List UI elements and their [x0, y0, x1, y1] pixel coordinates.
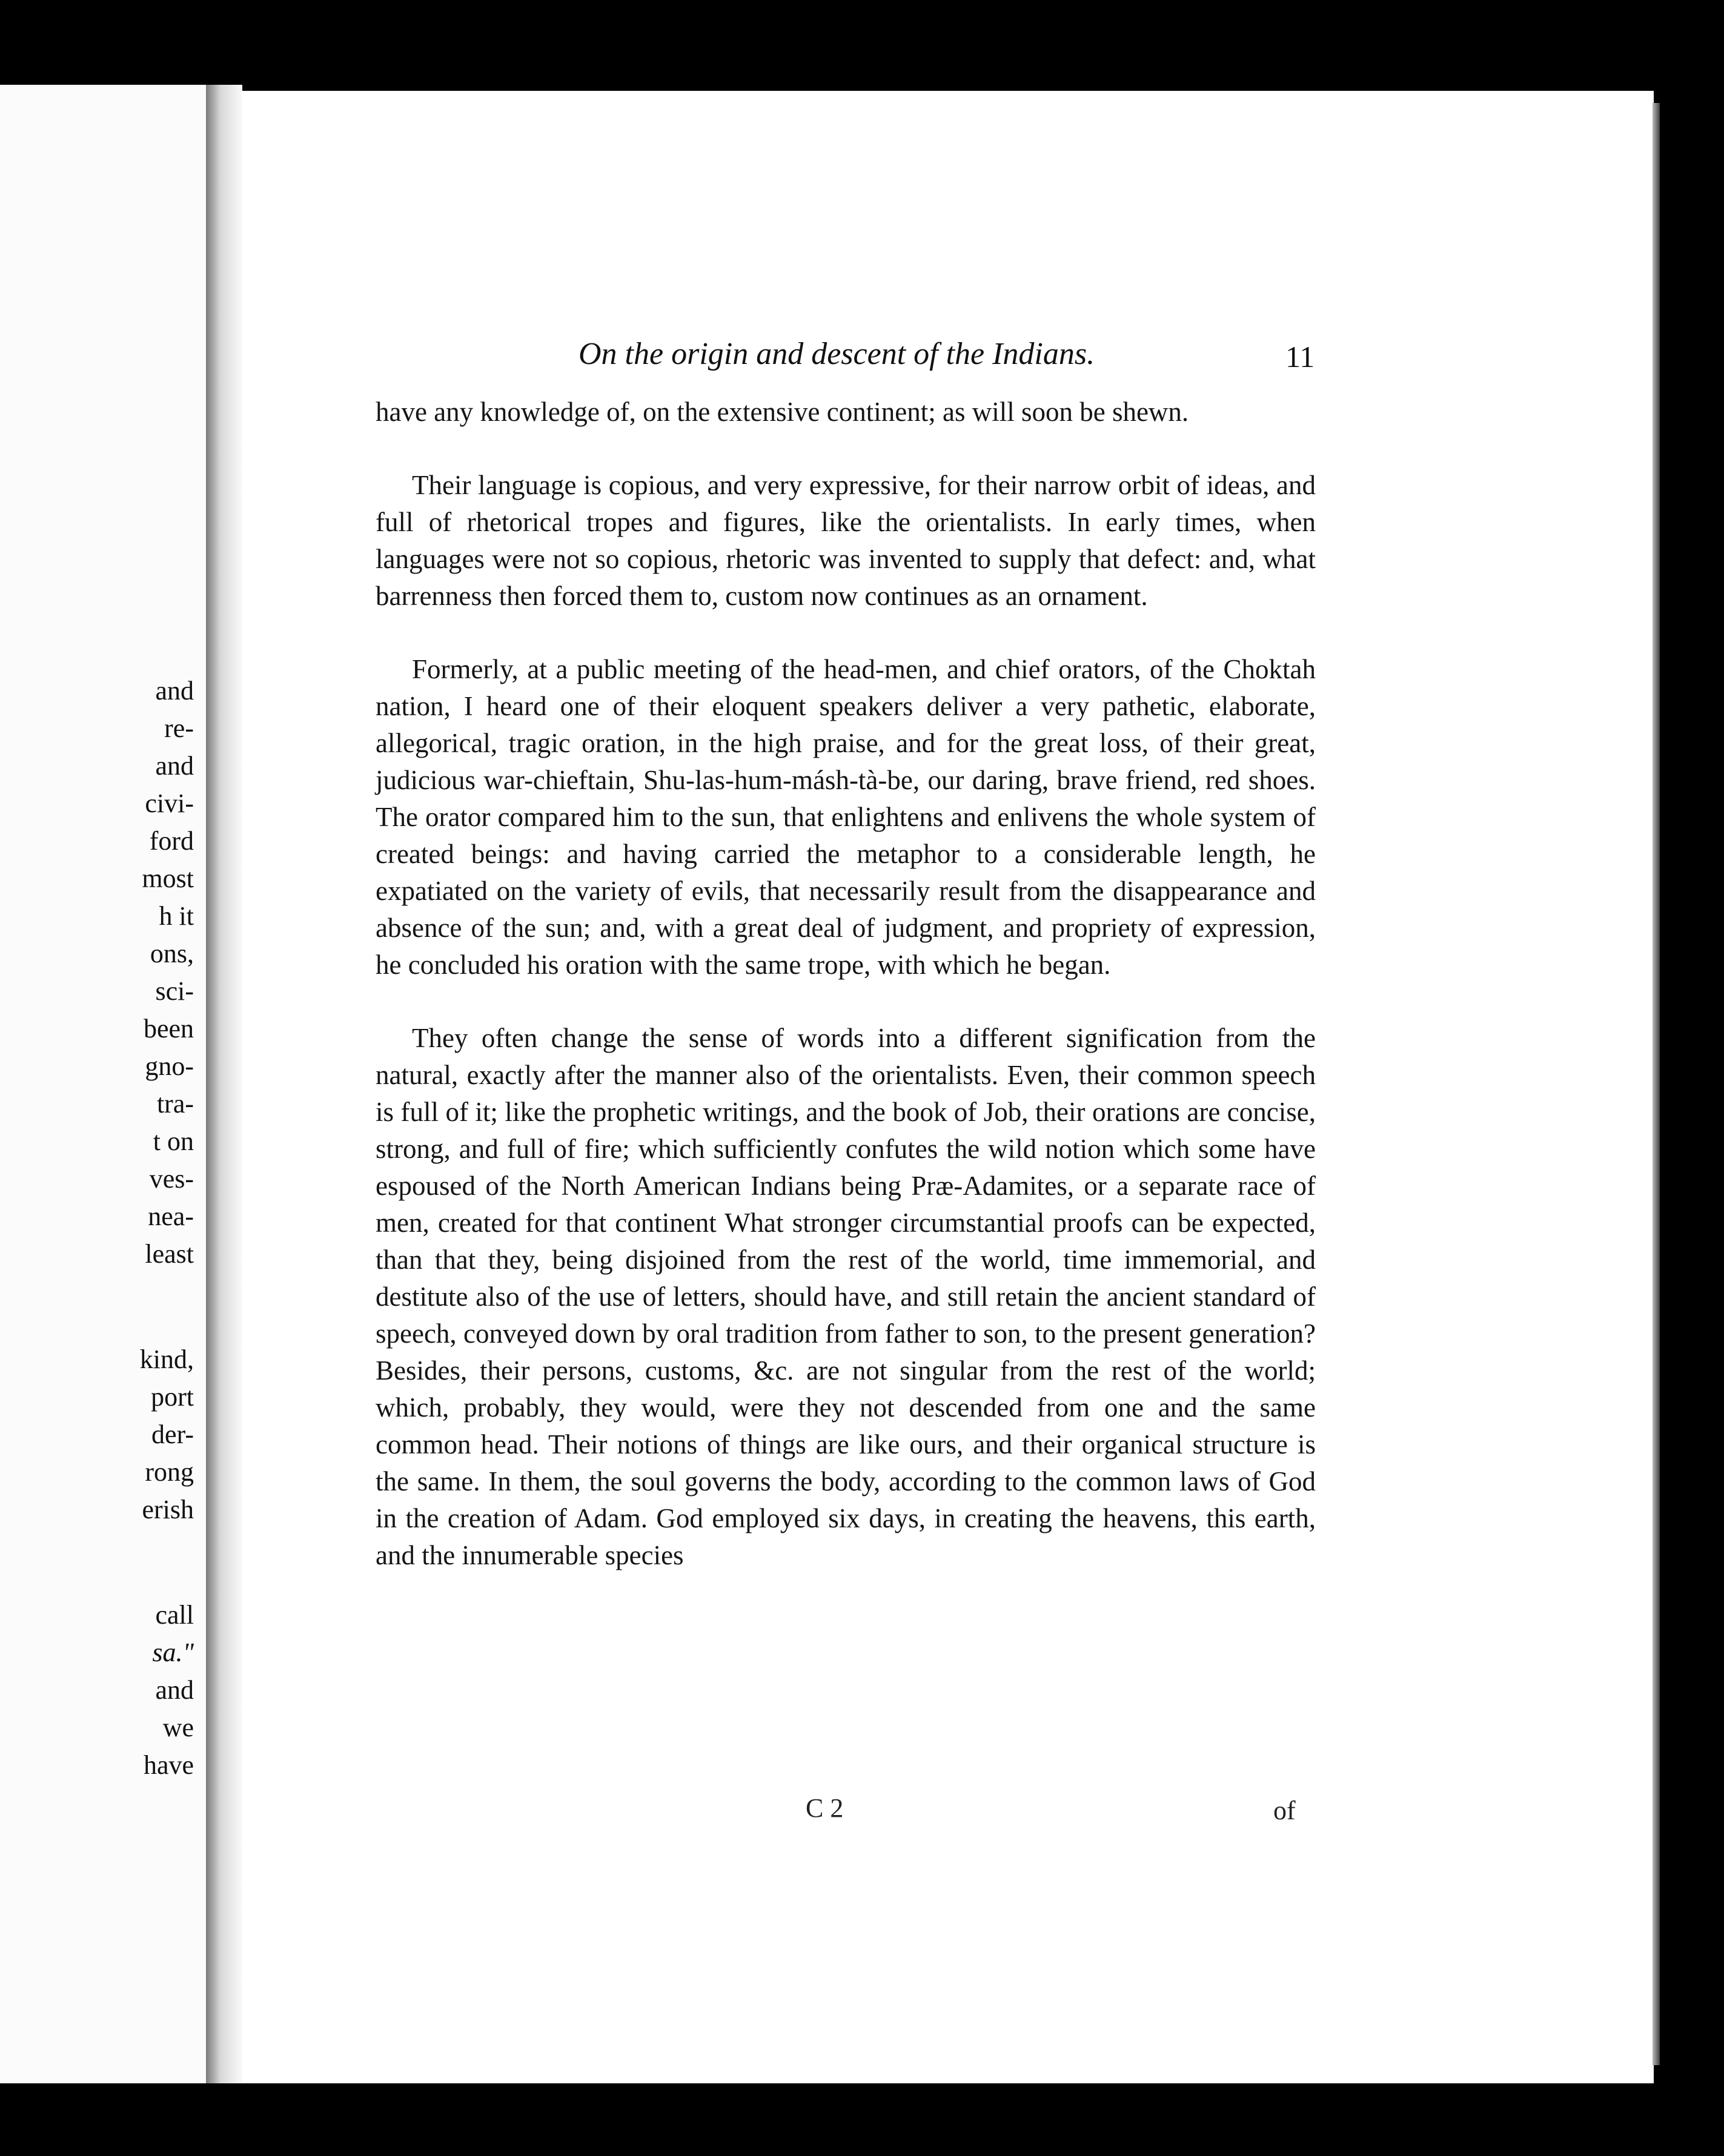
- left-fragment: t on: [153, 1126, 194, 1156]
- left-fragment: kind,: [139, 1344, 194, 1374]
- left-fragment: h it: [159, 901, 194, 931]
- left-fragment: ford: [149, 826, 194, 856]
- paragraph: have any knowledge of, on the extensive continent; as will soon be shewn.: [376, 397, 1189, 427]
- left-fragment: nea-: [148, 1202, 194, 1231]
- page-number: 11: [1285, 340, 1315, 374]
- left-fragment: most: [142, 864, 194, 893]
- left-fragment-gap: [0, 1273, 194, 1341]
- left-fragment: and: [155, 1675, 194, 1705]
- paragraph: Formerly, at a public meeting of the head-men, and chief orators, of the Choktah nation, I heard one of their eloquent speakers deliver a very pathetic, elaborate, allegorical, tragic oration, in the high praise, and for the great loss, of their great, judicious war-chieftain, Shu-las-hum-másh-tà-be, our daring, brave friend, red shoes. The orator compared him to the sun, that enlightens and enlivens the whole system of created beings: and having carried the metaphor to a considerable length, he expatiated on the variety of evils, that necessarily result from the disappearance and absence of the sun; and, with a great deal of judgment, and propriety of expression, he concluded his oration with the same trope, with which he began.: [376, 654, 1316, 980]
- left-fragment: call: [155, 1600, 194, 1630]
- left-fragment: we: [162, 1713, 194, 1742]
- left-fragment: sci-: [155, 976, 194, 1006]
- left-fragment: have: [143, 1750, 194, 1780]
- left-fragment: least: [145, 1239, 194, 1269]
- left-fragment: re-: [164, 713, 194, 743]
- paragraph: They often change the sense of words into a different signification from the natural, exactly after the manner also of the orientalists. Even, their common speech is full of it; like the prophetic writings, and the book of Job, their orations are concise, strong, and full of fire; which sufficiently confutes the wild notion which some have espoused of the North American Indians being Præ-Adamites, or a separate race of men, created for that continent What stronger circumstantial proofs can be expected, than that they, being disjoined from the rest of the world, time immemorial, and destitute also of the use of letters, should have, and still retain the ancient standard of speech, conveyed down by oral tradition from father to son, to the present generation? Besides, their persons, customs, &c. are not singular from the rest of the world; which, probably, they would, were they not descended from one and the same common head. Their notions of things are like ours, and their organical structure is the same. In them, the soul governs the body, according to the common laws of God in the creation of Adam. God employed six days, in creating the heavens, this earth, and the innumerable species: [376, 1023, 1316, 1570]
- running-head: On the origin and descent of the Indians.: [579, 337, 1095, 371]
- left-fragment-gap: [0, 1529, 194, 1596]
- paragraph: Their language is copious, and very expressive, for their narrow orbit of ideas, and full of rhetorical tropes and figures, like the orientalists. In early times, when languages were not so copious, rhetoric was invented to supply that defect: and, what barrenness then forced them to, custom now continues as an ornament.: [376, 470, 1316, 611]
- left-fragment: and: [155, 676, 194, 706]
- catchword: of: [1273, 1796, 1296, 1825]
- left-fragment: been: [143, 1014, 194, 1043]
- left-fragment: port: [151, 1382, 194, 1412]
- left-fragment: tra-: [156, 1089, 194, 1119]
- left-fragment: sa.": [152, 1638, 194, 1667]
- book-spine: [206, 85, 242, 2083]
- left-fragment: gno-: [145, 1051, 194, 1081]
- left-fragment: erish: [142, 1495, 194, 1524]
- left-fragment: and: [155, 751, 194, 781]
- page-edge: [1653, 103, 1660, 2065]
- left-page-text-fragments: [0, 672, 194, 1784]
- left-fragment: ves-: [149, 1164, 194, 1194]
- signature-mark: C 2: [806, 1793, 844, 1823]
- left-fragment: civi-: [145, 789, 194, 818]
- body-text: [376, 394, 1316, 1610]
- left-fragment: ons,: [150, 939, 194, 968]
- left-fragment: der-: [151, 1420, 194, 1449]
- left-fragment: rong: [145, 1457, 194, 1487]
